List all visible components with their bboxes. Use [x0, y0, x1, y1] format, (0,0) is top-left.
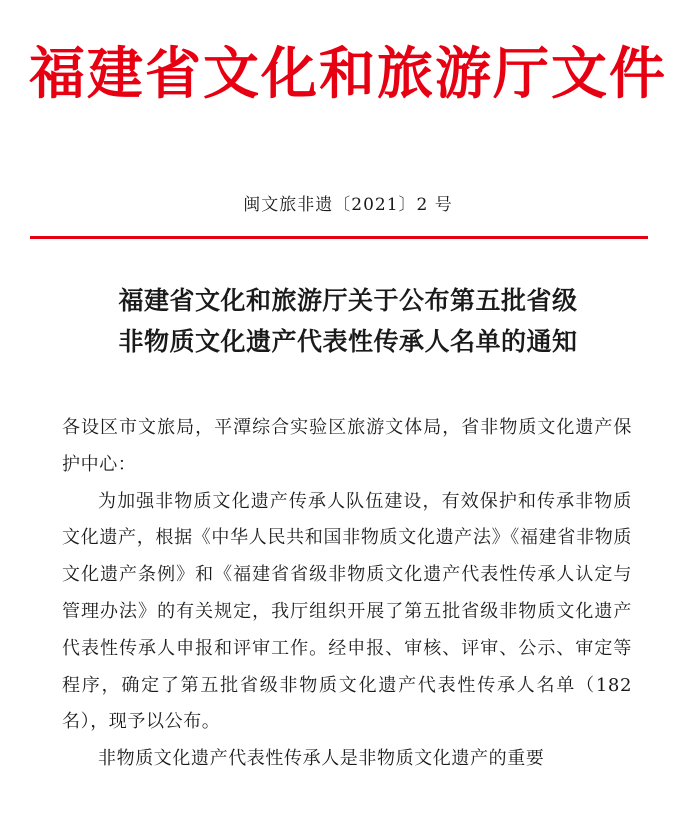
salutation: 各设区市文旅局，平潭综合实验区旅游文体局，省非物质文化遗产保护中心：: [62, 417, 632, 475]
document-title: [0, 280, 696, 362]
red-divider-line: [30, 236, 648, 239]
body-paragraph-1: 为加强非物质文化遗产传承人队伍建设，有效保护和传承非物质文化遗产，根据《中华人民共和国非物质文化遗产法》《福建省非物质文化遗产条例》和《福建省省级非物质文化遗产代表性传承人认定与管理办法》的有关规定，我厅组织开展了第五批省级非物质文化遗产代表性传承人申报和评审工作。经申报、审核、评审、公示、审定等程序，确定了第五批省级非物质文化遗产代表性传承人名单（182 名），现予以公布。: [62, 490, 632, 733]
document-masthead: 福建省文化和旅游厅文件: [29, 41, 667, 107]
document-title-line-2: 非物质文化遗产代表性传承人名单的通知: [118, 327, 578, 356]
document-title-line-1: 福建省文化和旅游厅关于公布第五批省级: [118, 286, 578, 315]
document-number: 闽文旅非遗〔2021〕2 号: [243, 195, 453, 215]
document-body: [62, 410, 632, 778]
body-paragraph-2: 非物质文化遗产代表性传承人是非物质文化遗产的重要: [98, 748, 545, 770]
